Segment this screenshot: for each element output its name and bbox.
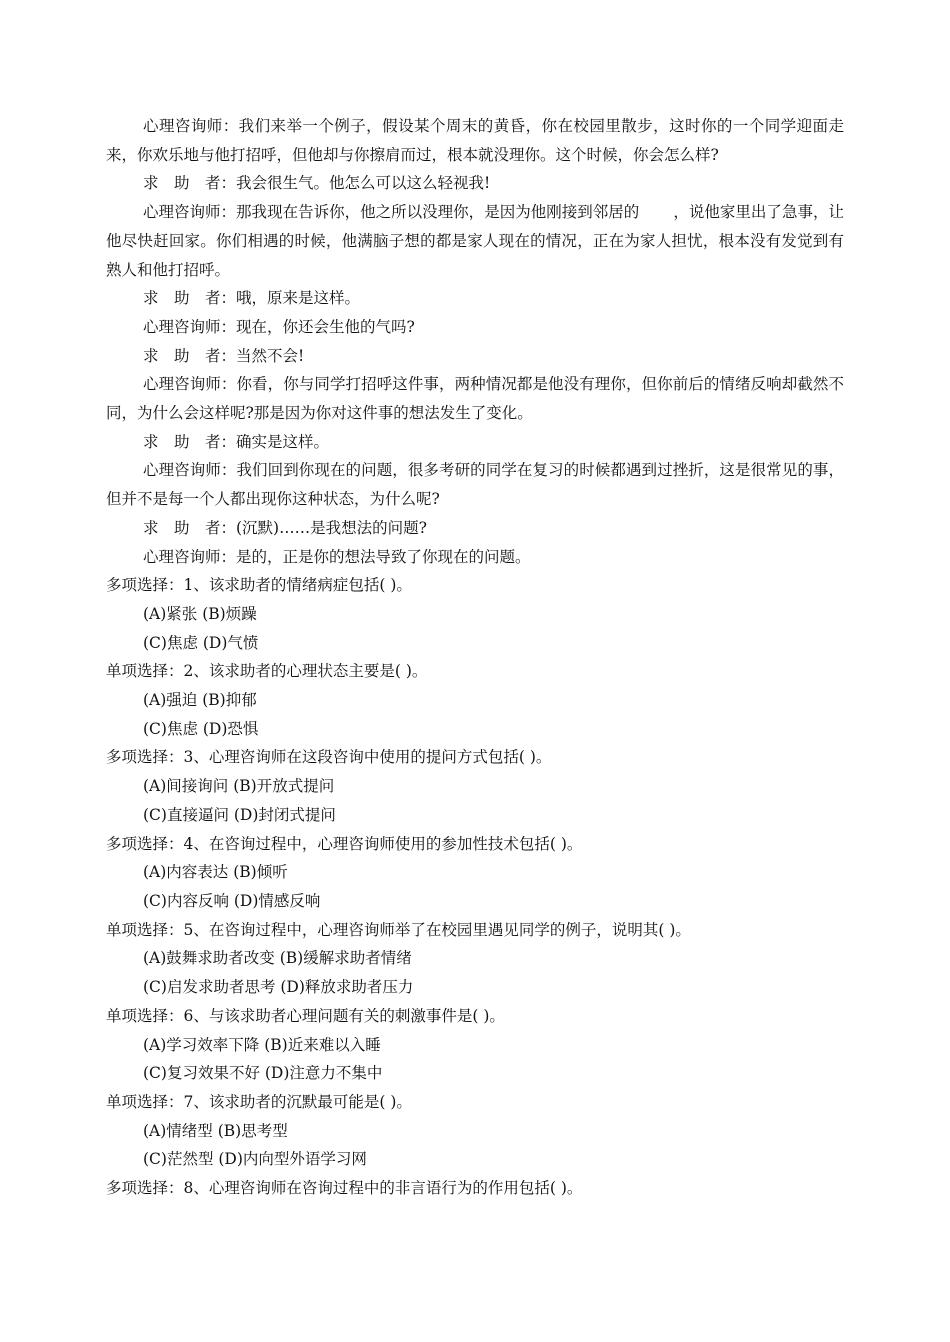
question-options: (A)情绪型 (B)思考型 — [143, 1121, 288, 1140]
dialogue-text: ，说他家里出了急事，让他尽快赶回家。你们相遇的时候，他满脑子想的都是家人现在的情况，正在为家人担忧，根本没有发觉到有熟人和他打招呼。 — [106, 203, 844, 279]
question-stem: 单项选择：6、与该求助者心理问题有关的刺激事件是( )。 — [106, 1006, 505, 1025]
dialogue-line: 心理咨询师：我们回到你现在的问题，很多考研的同学在复习的时候都遇到过挫折，这是很常见的事，但并不是每一个人都出现你这种状态，为什么呢? — [106, 461, 844, 509]
question-stem: 多项选择：8、心理咨询师在咨询过程中的非言语行为的作用包括( )。 — [106, 1179, 583, 1198]
dialogue-line: 求 助 者：确实是这样。 — [143, 432, 330, 451]
question-options: (C)复习效果不好 (D)注意力不集中 — [143, 1064, 383, 1083]
question-stem: 单项选择：7、该求助者的沉默最可能是( )。 — [106, 1092, 412, 1111]
question-options: (A)鼓舞求助者改变 (B)缓解求助者情绪 — [143, 949, 412, 968]
dialogue-line: 心理咨询师：现在，你还会生他的气吗? — [143, 317, 415, 336]
dialogue-line: 心理咨询师：是的，正是你的想法导致了你现在的问题。 — [143, 547, 531, 566]
question-options: (C)茫然型 (D)内向型外语学习网 — [143, 1150, 367, 1169]
dialogue-line: 求 助 者：哦，原来是这样。 — [143, 289, 361, 308]
question-options: (C)直接逼问 (D)封闭式提问 — [143, 805, 336, 824]
question-options: (C)启发求助者思考 (D)释放求助者压力 — [143, 978, 414, 997]
dialogue-line: 心理咨询师：你看，你与同学打招呼这件事，两种情况都是他没有理你，但你前后的情绪反响却截然不同，为什么会这样呢?那是因为你对这件事的想法发生了变化。 — [106, 375, 844, 423]
question-options: (C)内容反响 (D)情感反响 — [143, 891, 321, 910]
dialogue-line: 求 助 者：我会很生气。他怎么可以这么轻视我! — [143, 174, 491, 193]
question-stem: 多项选择：1、该求助者的情绪病症包括( )。 — [106, 576, 412, 595]
question-stem: 多项选择：4、在咨询过程中，心理咨询师使用的参加性技术包括( )。 — [106, 834, 583, 853]
question-stem: 多项选择：3、心理咨询师在这段咨询中使用的提问方式包括( )。 — [106, 748, 552, 767]
dialogue-line: 心理咨询师：我们来举一个例子，假设某个周末的黄昏，你在校园里散步，这时你的一个同学迎面走来，你欢乐地与他打招呼，但他却与你擦肩而过，根本就没理你。这个时候，你会怎么样? — [106, 117, 844, 164]
dialogue-text: 心理咨询师：那我现在告诉你，他之所以没理你，是因为他刚接到邻居的 — [143, 203, 640, 222]
question-stem: 单项选择：5、在咨询过程中，心理咨询师举了在校园里遇见同学的例子，说明其( )。 — [106, 920, 691, 939]
question-options: (A)强迫 (B)抑郁 — [143, 691, 257, 710]
dialogue-line — [106, 198, 844, 284]
question-options: (A)内容表达 (B)倾听 — [143, 863, 288, 882]
question-stem: 单项选择：2、该求助者的心理状态主要是( )。 — [106, 662, 428, 681]
question-options: (C)焦虑 (D)气愤 — [143, 633, 259, 652]
question-options: (C)焦虑 (D)恐惧 — [143, 719, 259, 738]
dialogue-line: 求 助 者：当然不会! — [143, 346, 305, 365]
dialogue-line: 求 助 者：(沉默)……是我想法的问题? — [143, 518, 427, 537]
question-options: (A)学习效率下降 (B)近来难以入睡 — [143, 1035, 381, 1054]
question-options: (A)紧张 (B)烦躁 — [143, 604, 257, 623]
question-options: (A)间接询问 (B)开放式提问 — [143, 777, 335, 796]
document-page — [106, 112, 844, 1203]
